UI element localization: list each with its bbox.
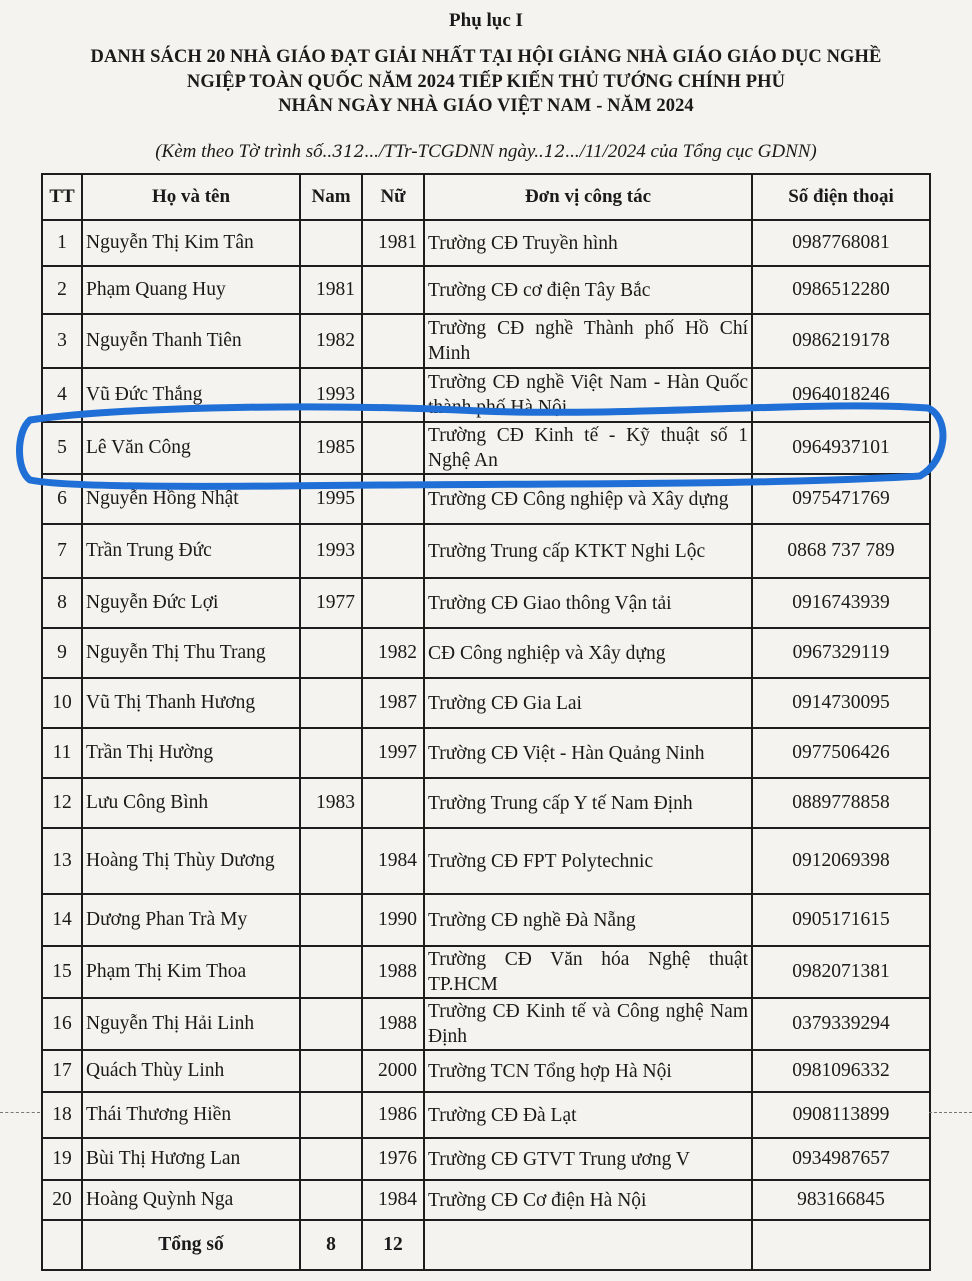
- table-row: [42, 368, 930, 422]
- teacher-name: Bùi Thị Hương Lan: [82, 1138, 300, 1180]
- row-index: 3: [42, 314, 82, 368]
- document-subtitle: [0, 141, 972, 163]
- row-index: 10: [42, 678, 82, 728]
- birth-year-female: [362, 368, 424, 422]
- appendix-label: Phụ lục I: [449, 10, 523, 31]
- phone-number: 0934987657: [752, 1138, 930, 1180]
- title-line-2: NGIỆP TOÀN QUỐC NĂM 2024 TIẾP KIẾN THỦ TƯỚNG CHÍNH PHỦ: [186, 72, 786, 92]
- teacher-name: Trần Thị Hường: [82, 728, 300, 778]
- total-blank-cell: [424, 1220, 752, 1270]
- table-row: [42, 828, 930, 894]
- margin-dash-left: [0, 1112, 40, 1113]
- row-index: 2: [42, 266, 82, 314]
- row-index: 19: [42, 1138, 82, 1180]
- phone-number: 0868 737 789: [752, 524, 930, 578]
- table-row: [42, 314, 930, 368]
- handwritten-number: 312: [332, 142, 365, 162]
- birth-year-male: [300, 1050, 362, 1092]
- work-unit: Trường Trung cấp Y tế Nam Định: [424, 778, 752, 828]
- table-header-row: [42, 174, 930, 220]
- birth-year-male: 1993: [300, 524, 362, 578]
- table-row: [42, 422, 930, 474]
- birth-year-male: [300, 998, 362, 1050]
- work-unit: Trường CĐ GTVT Trung ương V: [424, 1138, 752, 1180]
- birth-year-female: 1986: [362, 1092, 424, 1138]
- table-row: [42, 474, 930, 524]
- work-unit: Trường CĐ Gia Lai: [424, 678, 752, 728]
- phone-number: 0977506426: [752, 728, 930, 778]
- birth-year-female: 1988: [362, 946, 424, 998]
- birth-year-female: [362, 422, 424, 474]
- birth-year-male: 1982: [300, 314, 362, 368]
- margin-dash-right: [929, 1112, 972, 1113]
- birth-year-female: [362, 578, 424, 628]
- birth-year-female: 1982: [362, 628, 424, 678]
- total-label: Tổng số: [82, 1220, 300, 1270]
- subtitle-prefix: (Kèm theo Tờ trình số..: [155, 141, 333, 162]
- teacher-name: Nguyễn Thị Hải Linh: [82, 998, 300, 1050]
- work-unit: Trường CĐ FPT Polytechnic: [424, 828, 752, 894]
- row-index: 9: [42, 628, 82, 678]
- row-index: 17: [42, 1050, 82, 1092]
- work-unit: Trường CĐ Truyền hình: [424, 220, 752, 266]
- birth-year-female: 1988: [362, 998, 424, 1050]
- table-row: [42, 678, 930, 728]
- teacher-name: Nguyễn Đức Lợi: [82, 578, 300, 628]
- birth-year-male: 1977: [300, 578, 362, 628]
- total-female: 12: [362, 1220, 424, 1270]
- header-female: Nữ: [362, 174, 424, 220]
- work-unit: Trường CĐ Công nghiệp và Xây dựng: [424, 474, 752, 524]
- header-unit: Đơn vị công tác: [424, 174, 752, 220]
- total-male: 8: [300, 1220, 362, 1270]
- teacher-name: Trần Trung Đức: [82, 524, 300, 578]
- birth-year-male: [300, 628, 362, 678]
- birth-year-male: [300, 678, 362, 728]
- birth-year-male: [300, 894, 362, 946]
- row-index: 6: [42, 474, 82, 524]
- table-row: [42, 894, 930, 946]
- birth-year-male: [300, 728, 362, 778]
- birth-year-male: 1995: [300, 474, 362, 524]
- birth-year-male: [300, 946, 362, 998]
- phone-number: 0982071381: [752, 946, 930, 998]
- birth-year-male: [300, 828, 362, 894]
- work-unit: Trường CĐ Đà Lạt: [424, 1092, 752, 1138]
- handwritten-day: 12: [543, 142, 566, 162]
- header-male: Nam: [300, 174, 362, 220]
- total-row: [42, 1220, 930, 1270]
- birth-year-male: 1985: [300, 422, 362, 474]
- header-name: Họ và tên: [82, 174, 300, 220]
- birth-year-female: 1984: [362, 828, 424, 894]
- teacher-name: Nguyễn Thị Kim Tân: [82, 220, 300, 266]
- phone-number: 0986512280: [752, 266, 930, 314]
- teacher-name: Dương Phan Trà My: [82, 894, 300, 946]
- table-row: [42, 1092, 930, 1138]
- work-unit: Trường CĐ nghề Việt Nam - Hàn Quốc thành phố Hà Nội: [424, 368, 752, 422]
- total-blank-cell: [752, 1220, 930, 1270]
- row-index: 20: [42, 1180, 82, 1220]
- row-index: 4: [42, 368, 82, 422]
- row-index: 11: [42, 728, 82, 778]
- phone-number: 0905171615: [752, 894, 930, 946]
- row-index: 15: [42, 946, 82, 998]
- birth-year-male: 1983: [300, 778, 362, 828]
- table-row: [42, 220, 930, 266]
- table-row: [42, 728, 930, 778]
- birth-year-male: 1993: [300, 368, 362, 422]
- phone-number: 0987768081: [752, 220, 930, 266]
- birth-year-female: [362, 474, 424, 524]
- row-index: 7: [42, 524, 82, 578]
- phone-number: 0379339294: [752, 998, 930, 1050]
- table-row: [42, 1138, 930, 1180]
- teacher-name: Hoàng Quỳnh Nga: [82, 1180, 300, 1220]
- table-row: [42, 266, 930, 314]
- phone-number: 0981096332: [752, 1050, 930, 1092]
- row-index: 5: [42, 422, 82, 474]
- table-row: [42, 778, 930, 828]
- work-unit: Trường CĐ Văn hóa Nghệ thuật TP.HCM: [424, 946, 752, 998]
- teacher-name: Phạm Thị Kim Thoa: [82, 946, 300, 998]
- row-index: 1: [42, 220, 82, 266]
- work-unit: Trường Trung cấp KTKT Nghi Lộc: [424, 524, 752, 578]
- work-unit: Trường CĐ Kinh tế - Kỹ thuật số 1 Nghệ An: [424, 422, 752, 474]
- phone-number: 0908113899: [752, 1092, 930, 1138]
- subtitle-suffix: .../11/2024 của Tổng cục GDNN): [565, 141, 817, 162]
- phone-number: 0914730095: [752, 678, 930, 728]
- birth-year-female: [362, 266, 424, 314]
- table-row: [42, 946, 930, 998]
- work-unit: Trường CĐ Giao thông Vận tải: [424, 578, 752, 628]
- work-unit: Trường CĐ nghề Thành phố Hồ Chí Minh: [424, 314, 752, 368]
- table-row: [42, 578, 930, 628]
- birth-year-male: [300, 1180, 362, 1220]
- teacher-name: Phạm Quang Huy: [82, 266, 300, 314]
- row-index: 14: [42, 894, 82, 946]
- phone-number: 0889778858: [752, 778, 930, 828]
- total-blank-cell: [42, 1220, 82, 1270]
- phone-number: 0964018246: [752, 368, 930, 422]
- phone-number: 0967329119: [752, 628, 930, 678]
- table-row: [42, 628, 930, 678]
- table-row: [42, 1050, 930, 1092]
- phone-number: 0975471769: [752, 474, 930, 524]
- teacher-name: Nguyễn Thị Thu Trang: [82, 628, 300, 678]
- phone-number: 0964937101: [752, 422, 930, 474]
- teacher-list-table: [41, 173, 931, 1271]
- birth-year-female: 2000: [362, 1050, 424, 1092]
- work-unit: Trường CĐ Cơ điện Hà Nội: [424, 1180, 752, 1220]
- birth-year-female: 1987: [362, 678, 424, 728]
- row-index: 8: [42, 578, 82, 628]
- teacher-name: Lưu Công Bình: [82, 778, 300, 828]
- teacher-name: Nguyễn Thanh Tiên: [82, 314, 300, 368]
- header-phone: Số điện thoại: [752, 174, 930, 220]
- row-index: 13: [42, 828, 82, 894]
- birth-year-male: [300, 1138, 362, 1180]
- subtitle-middle: .../TTr-TCGDNN ngày..: [364, 141, 544, 162]
- table-row: [42, 524, 930, 578]
- birth-year-male: 1981: [300, 266, 362, 314]
- birth-year-male: [300, 220, 362, 266]
- table-row: [42, 998, 930, 1050]
- row-index: 18: [42, 1092, 82, 1138]
- teacher-name: Vũ Thị Thanh Hương: [82, 678, 300, 728]
- birth-year-female: 1990: [362, 894, 424, 946]
- teacher-name: Quách Thùy Linh: [82, 1050, 300, 1092]
- work-unit: Trường CĐ cơ điện Tây Bắc: [424, 266, 752, 314]
- title-line-1: DANH SÁCH 20 NHÀ GIÁO ĐẠT GIẢI NHẤT TẠI HỘI GIẢNG NHÀ GIÁO GIÁO DỤC NGHỀ: [90, 47, 882, 67]
- row-index: 16: [42, 998, 82, 1050]
- phone-number: 0986219178: [752, 314, 930, 368]
- birth-year-female: 1976: [362, 1138, 424, 1180]
- work-unit: Trường CĐ Kinh tế và Công nghệ Nam Định: [424, 998, 752, 1050]
- birth-year-female: [362, 314, 424, 368]
- teacher-name: Vũ Đức Thắng: [82, 368, 300, 422]
- work-unit: Trường TCN Tổng hợp Hà Nội: [424, 1050, 752, 1092]
- phone-number: 983166845: [752, 1180, 930, 1220]
- teacher-name: Nguyễn Hồng Nhật: [82, 474, 300, 524]
- work-unit: Trường CĐ nghề Đà Nẵng: [424, 894, 752, 946]
- birth-year-female: [362, 524, 424, 578]
- birth-year-female: 1984: [362, 1180, 424, 1220]
- teacher-name: Thái Thương Hiền: [82, 1092, 300, 1138]
- teacher-name: Hoàng Thị Thùy Dương: [82, 828, 300, 894]
- phone-number: 0916743939: [752, 578, 930, 628]
- birth-year-male: [300, 1092, 362, 1138]
- work-unit: CĐ Công nghiệp và Xây dựng: [424, 628, 752, 678]
- birth-year-female: 1981: [362, 220, 424, 266]
- row-index: 12: [42, 778, 82, 828]
- phone-number: 0912069398: [752, 828, 930, 894]
- teacher-name: Lê Văn Công: [82, 422, 300, 474]
- table-row: [42, 1180, 930, 1220]
- birth-year-female: 1997: [362, 728, 424, 778]
- header-tt: TT: [42, 174, 82, 220]
- work-unit: Trường CĐ Việt - Hàn Quảng Ninh: [424, 728, 752, 778]
- birth-year-female: [362, 778, 424, 828]
- title-line-3: NHÂN NGÀY NHÀ GIÁO VIỆT NAM - NĂM 2024: [278, 96, 694, 116]
